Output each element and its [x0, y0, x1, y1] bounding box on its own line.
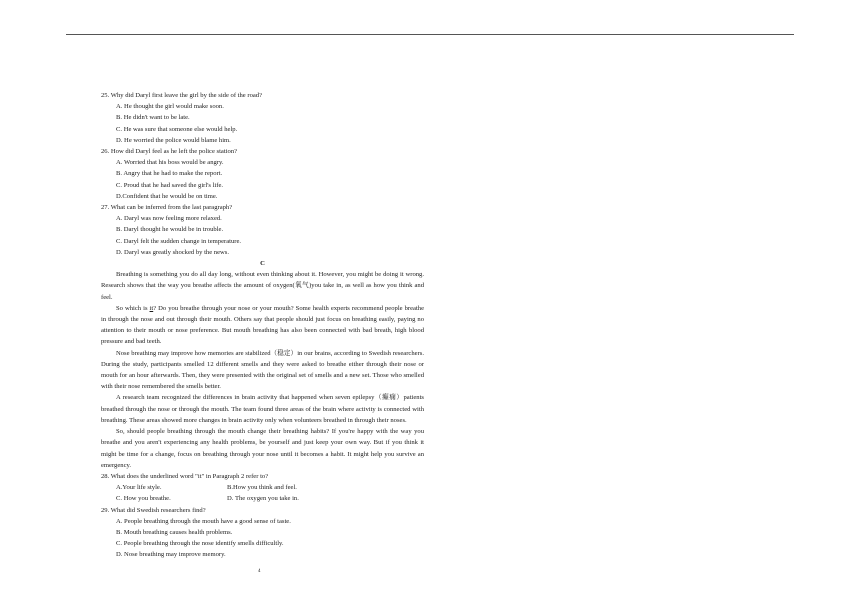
question-27-stem: 27. What can be inferred from the last paragraph?	[101, 204, 233, 212]
q28-options-row-2	[101, 493, 424, 504]
passage-paragraph-1: Breathing is something you do all day long, without even thinking about it. However, you might be doing it wrong. Research shows that the way you breathe affects the amount of oxygen(氧气)you take in, as well as how you think and feel.	[101, 271, 424, 301]
passage-paragraph-3: Nose breathing may improve how memories are stabilized（稳定）in our brains, according to Swedish researchers. During the study, participants smelled 12 different smells and they were asked to breathe either through their nose or mouth for an hour afterwards. Then, they were presented with the original set of smells and a new set. Those who smelled with their nose remembered the smells better.	[101, 349, 424, 391]
section-letter: C	[260, 260, 265, 268]
q29-option-a: A. People breathing through the mouth have a good sense of taste.	[116, 517, 291, 525]
p2-after: ? Do you breathe through your nose or your mouth? Some health experts recommend people breathe in through the nose and out through their mouth. Others say that people should just focus on breathing easily, paying no attention to their mouth or nose preference. But mouth breathing has also been connected with bad breath, high blood pressure and bad teeth.	[101, 304, 425, 346]
q28-options-row-1	[101, 482, 424, 493]
passage-paragraph-5: So, should people breathing through the mouth change their breathing habits? If you're happy with the way you breathe and you aren't experiencing any health problems, be yourself and just keep your own way. But if you think it might be time for a change, focus on breathing through your nose until it becomes a habit. It might help you survive an emergency.	[101, 428, 424, 469]
q29-option-b: B. Mouth breathing causes health problems.	[116, 528, 233, 536]
q25-option-a: A. He thought the girl would make soon.	[116, 103, 224, 111]
q28-option-c: C. How you breathe.	[116, 495, 171, 503]
q26-option-b: B. Angry that he had to make the report.	[116, 170, 223, 178]
q28-option-d: D. The oxygen you take in.	[227, 495, 299, 503]
q29-option-d: D. Nose breathing may improve memory.	[116, 551, 226, 559]
passage-paragraph-4: A research team recognized the differences in brain activity that happened when seven epilepsy（癫痫）patients breathed through the nose or through the mouth. The team found three areas of the brain where activity is connected with breathing. These areas showed more changes in brain activity only when volunteers breathed in through their noses.	[101, 394, 424, 424]
question-29-stem: 29. What did Swedish researchers find?	[101, 506, 206, 514]
passage-paragraph-2	[101, 303, 424, 348]
page-number: 4	[258, 569, 261, 574]
q27-option-a: A. Daryl was now feeling more relaxed.	[116, 215, 222, 223]
q25-option-c: C. He was sure that someone else would help.	[116, 125, 238, 133]
q25-option-d: D. He worried the police would blame him.	[116, 136, 231, 144]
question-26-stem: 26. How did Daryl feel as he left the police station?	[101, 148, 238, 156]
q28-option-b: B.How you think and feel.	[227, 484, 297, 492]
p2-before: So which is	[116, 304, 150, 312]
q26-option-a: A. Worried that his boss would be angry.	[116, 159, 224, 167]
q27-option-b: B. Daryl thought he would be in trouble.	[116, 226, 224, 234]
question-25-stem: 25. Why did Daryl first leave the girl by the side of the road?	[101, 92, 263, 99]
question-28-stem: 28. What does the underlined word "it" in Paragraph 2 refer to?	[101, 472, 269, 480]
q27-option-d: D. Daryl was greatly shocked by the news.	[116, 248, 229, 256]
q29-option-c: C. People breathing through the nose identify smells difficultly.	[116, 540, 284, 548]
q26-option-c: C. Proud that he had saved the girl's life.	[116, 181, 224, 189]
q26-option-d: D.Confident that he would be on time.	[116, 192, 218, 200]
underlined-word-it: it	[149, 304, 154, 312]
q27-option-c: C. Daryl felt the sudden change in temperature.	[116, 237, 242, 245]
q25-option-b: B. He didn't want to be late.	[116, 114, 190, 122]
page-content	[101, 90, 424, 561]
header-rule	[66, 34, 794, 35]
q28-option-a: A.Your life style.	[116, 484, 162, 492]
